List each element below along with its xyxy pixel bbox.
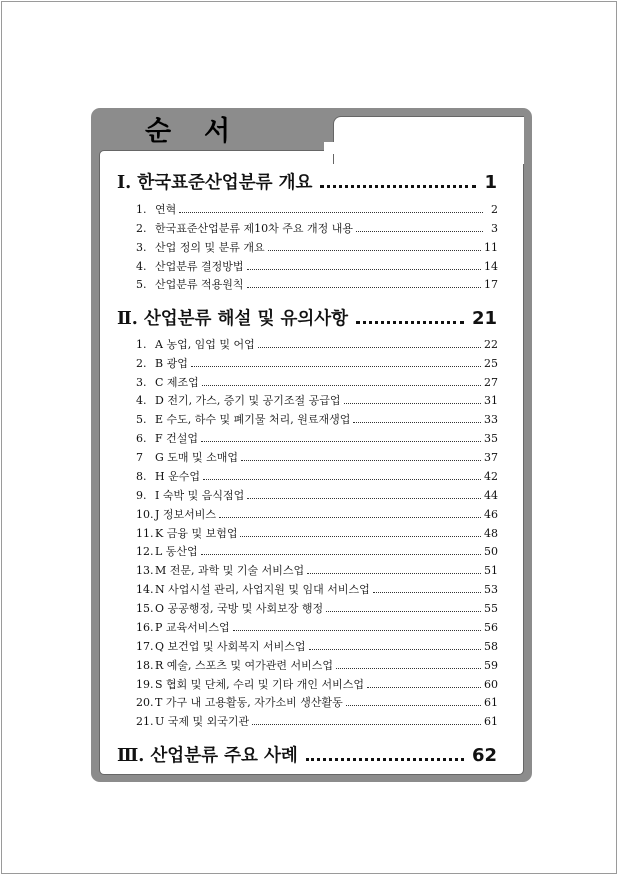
entry-number: 9. [136, 489, 147, 502]
entry-page: 37 [484, 451, 498, 464]
entry-number: 2. [136, 357, 147, 370]
toc-entry[interactable] [136, 239, 498, 256]
entry-number: 16. [136, 621, 154, 634]
dot-leader [233, 630, 481, 631]
toc-entry[interactable] [136, 676, 498, 693]
dot-leader [247, 287, 481, 288]
toc-entry[interactable] [136, 543, 498, 560]
entry-page: 50 [484, 545, 498, 558]
entry-title: C 제조업 [155, 376, 199, 389]
section-number: Ⅰ. [117, 173, 132, 193]
dot-leader [336, 668, 481, 669]
entry-title: Q 보건업 및 사회복지 서비스업 [155, 640, 306, 653]
section-page: 62 [471, 745, 497, 766]
dot-leader [346, 705, 481, 706]
entry-title: G 도매 및 소매업 [155, 451, 239, 464]
entry-title: R 예술, 스포츠 및 여가관련 서비스업 [155, 659, 334, 672]
toc-entry[interactable] [136, 657, 498, 674]
title-tab-notch [333, 116, 524, 164]
section-number: Ⅱ. [117, 309, 138, 329]
entry-number: 3. [136, 241, 147, 254]
toc-entry[interactable] [136, 506, 498, 523]
entry-page: 48 [484, 527, 498, 540]
dot-leader [306, 758, 464, 761]
entry-page: 55 [484, 602, 498, 615]
entry-title: H 운수업 [155, 470, 200, 483]
toc-entry[interactable] [136, 638, 498, 655]
section-title: 산업분류 주요 사례 [150, 746, 298, 766]
entry-title: 산업 정의 및 분류 개요 [155, 241, 265, 254]
toc-entry[interactable] [136, 562, 498, 579]
dot-leader [247, 269, 481, 270]
toc-entry[interactable] [136, 694, 498, 711]
toc-entry[interactable] [136, 201, 498, 218]
entry-page: 3 [491, 222, 498, 235]
entry-number: 20. [136, 696, 154, 709]
entry-number: 11. [136, 527, 154, 540]
entry-title: U 국제 및 외국기관 [155, 715, 250, 728]
entry-page: 61 [484, 696, 498, 709]
toc-entry[interactable] [136, 220, 498, 237]
toc-entry[interactable] [136, 276, 498, 293]
entry-page: 33 [484, 413, 498, 426]
entry-page: 61 [484, 715, 498, 728]
toc-entry[interactable] [136, 355, 498, 372]
entry-title: O 공공행정, 국방 및 사회보장 행정 [155, 602, 324, 615]
toc-entry[interactable] [136, 581, 498, 598]
toc-entry[interactable] [136, 392, 498, 409]
dot-leader [252, 724, 481, 725]
entry-page: 2 [491, 203, 498, 216]
dot-leader [373, 592, 481, 593]
dot-leader [241, 460, 481, 461]
dot-leader [309, 649, 481, 650]
entry-title: 한국표준산업분류 제10차 주요 개정 내용 [155, 222, 353, 235]
entry-title: F 건설업 [155, 432, 199, 445]
entry-page: 44 [484, 489, 498, 502]
entry-page: 51 [484, 564, 498, 577]
entry-title: 산업분류 적용원칙 [155, 278, 244, 291]
toc-title-char-2: 서 [204, 116, 231, 147]
dot-leader [320, 185, 476, 188]
dot-leader [356, 321, 464, 324]
dot-leader [201, 554, 481, 555]
entry-number: 19. [136, 678, 154, 691]
entry-page: 59 [484, 659, 498, 672]
toc-entry[interactable] [136, 525, 498, 542]
entry-title: T 가구 내 고용활동, 자가소비 생산활동 [155, 696, 343, 709]
dot-leader [202, 385, 481, 386]
section-page: 1 [484, 172, 497, 193]
entry-number: 10. [136, 508, 154, 521]
toc-entry[interactable] [136, 713, 498, 730]
entry-number: 5. [136, 413, 147, 426]
toc-entry[interactable] [136, 374, 498, 391]
toc-entry[interactable] [136, 411, 498, 428]
entry-title: B 광업 [155, 357, 188, 370]
dot-leader [201, 441, 481, 442]
entry-number: 1. [136, 203, 147, 216]
entry-page: 42 [484, 470, 498, 483]
dot-leader [353, 422, 481, 423]
dot-leader [179, 212, 483, 213]
entry-title: L 동산업 [155, 545, 198, 558]
entry-page: 25 [484, 357, 498, 370]
entry-page: 60 [484, 678, 498, 691]
entry-page: 17 [484, 278, 498, 291]
entry-title: S 협회 및 단체, 수리 및 기타 개인 서비스업 [155, 678, 365, 691]
dot-leader [326, 611, 481, 612]
toc-entry[interactable] [136, 468, 498, 485]
toc-entry[interactable] [136, 487, 498, 504]
dot-leader [219, 517, 481, 518]
entry-number: 18. [136, 659, 154, 672]
toc-title-char-1: 순 [145, 116, 172, 147]
dot-leader [344, 403, 481, 404]
entry-title: D 전기, 가스, 증기 및 공기조절 공급업 [155, 394, 341, 407]
entry-page: 11 [484, 241, 498, 254]
entry-page: 35 [484, 432, 498, 445]
entry-number: 4. [136, 394, 147, 407]
dot-leader [247, 498, 481, 499]
entry-number: 17. [136, 640, 154, 653]
dot-leader [191, 366, 481, 367]
section-heading[interactable] [117, 169, 497, 195]
corner-fill [324, 142, 336, 154]
dot-leader [268, 250, 481, 251]
section-page: 21 [471, 308, 497, 329]
entry-title: I 숙박 및 음식점업 [155, 489, 245, 502]
section-title: 산업분류 해설 및 유의사항 [143, 309, 349, 329]
toc-entry[interactable] [136, 619, 498, 636]
dot-leader [307, 573, 481, 574]
dot-leader [258, 347, 481, 348]
entry-title: K 금융 및 보험업 [155, 527, 238, 540]
section-heading[interactable] [117, 305, 497, 331]
entry-page: 46 [484, 508, 498, 521]
entry-number: 12. [136, 545, 154, 558]
entry-page: 14 [484, 260, 498, 273]
section-heading[interactable] [117, 742, 497, 768]
dot-leader [240, 536, 481, 537]
section-number: Ⅲ. [117, 746, 145, 766]
entry-page: 56 [484, 621, 498, 634]
entry-title: J 정보서비스 [155, 508, 217, 521]
entry-number: 8. [136, 470, 147, 483]
toc-entry[interactable] [136, 449, 498, 466]
entry-title: M 전문, 과학 및 기술 서비스업 [155, 564, 305, 577]
entry-page: 31 [484, 394, 498, 407]
dot-leader [356, 231, 483, 232]
entry-page: 22 [484, 338, 498, 351]
toc-entry[interactable] [136, 430, 498, 447]
toc-entry[interactable] [136, 600, 498, 617]
entry-page: 58 [484, 640, 498, 653]
entry-number: 1. [136, 338, 147, 351]
toc-entry[interactable] [136, 258, 498, 275]
entry-number: 3. [136, 376, 147, 389]
entry-title: E 수도, 하수 및 폐기물 처리, 원료재생업 [155, 413, 351, 426]
entry-number: 14. [136, 583, 154, 596]
entry-number: 21. [136, 715, 154, 728]
toc-entry[interactable] [136, 336, 498, 353]
entry-number: 4. [136, 260, 147, 273]
section-title: 한국표준산업분류 개요 [137, 173, 313, 193]
entry-title: 산업분류 결정방법 [155, 260, 244, 273]
entry-number: 13. [136, 564, 154, 577]
entry-number: 5. [136, 278, 147, 291]
entry-number: 2. [136, 222, 147, 235]
entry-title: A 농업, 임업 및 어업 [155, 338, 255, 351]
entry-page: 53 [484, 583, 498, 596]
dot-leader [367, 687, 481, 688]
entry-number: 6. [136, 432, 147, 445]
entry-number: 7 [136, 451, 143, 464]
entry-title: 연혁 [155, 203, 177, 216]
entry-title: P 교육서비스업 [155, 621, 230, 634]
entry-number: 15. [136, 602, 154, 615]
entry-page: 27 [484, 376, 498, 389]
dot-leader [203, 479, 481, 480]
entry-title: N 사업시설 관리, 사업지원 및 임대 서비스업 [155, 583, 370, 596]
